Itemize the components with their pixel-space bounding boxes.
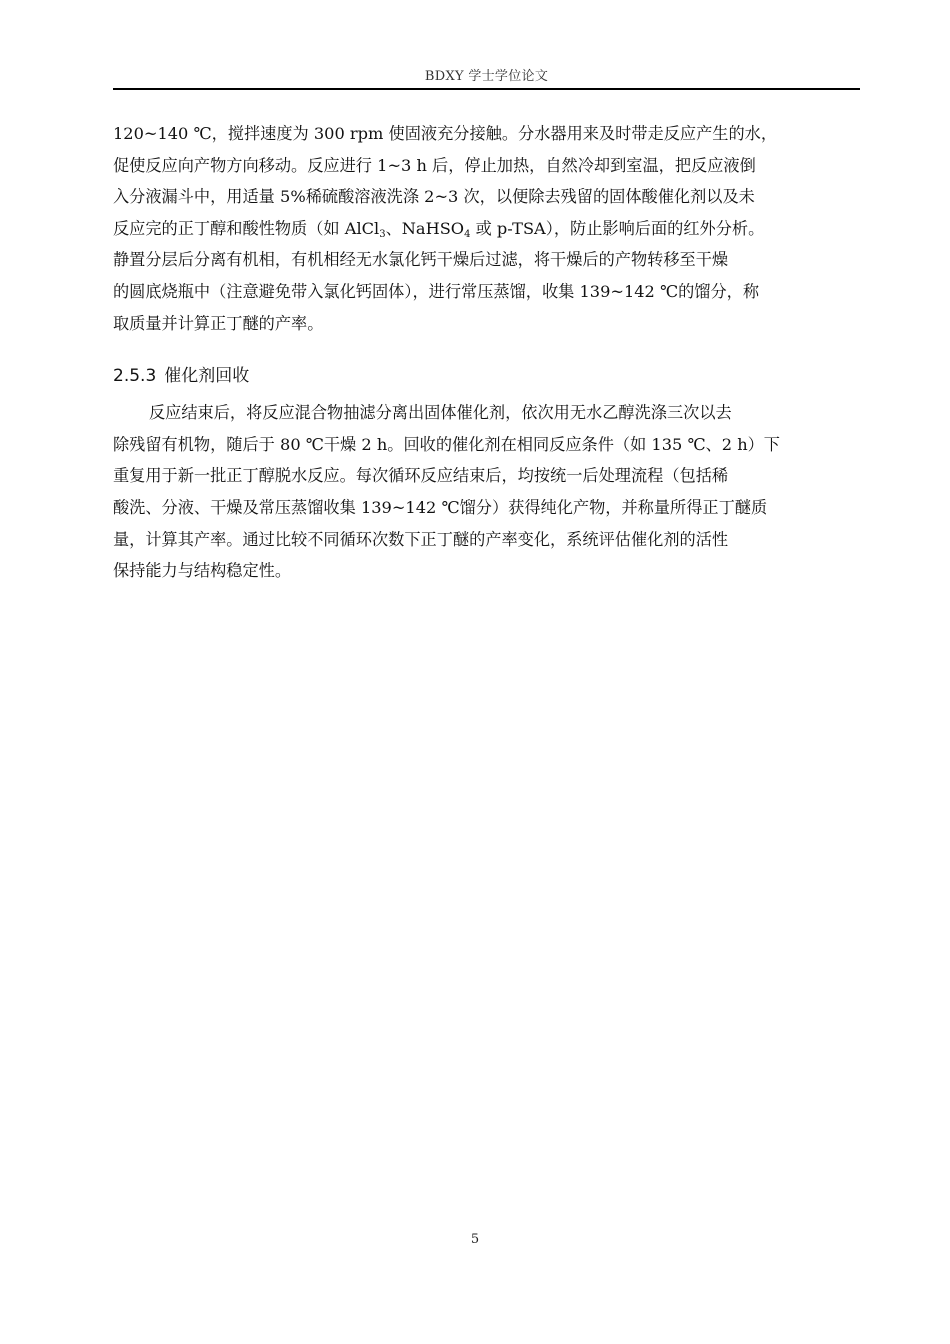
text-fragment: 、NaHSO <box>385 218 465 238</box>
paragraph-reaction-procedure <box>113 118 860 339</box>
text-line: 促使反应向产物方向移动。反应进行 1~3 h 后，停止加热，自然冷却到室温，把反应液倒 <box>113 155 756 175</box>
text-line: 静置分层后分离有机相，有机相经无水氯化钙干燥后过滤，将干燥后的产物转移至干燥 <box>113 250 729 270</box>
section-number: 2.5.3 <box>113 366 157 387</box>
text-fragment: 或 p-TSA），防止影响后面的红外分析。 <box>470 218 765 238</box>
page-number: 5 <box>470 1232 480 1247</box>
text-line: 酸洗、分液、干燥及常压蒸馏收集 139~142 ℃馏分）获得纯化产物，并称量所得正丁醚质 <box>113 497 768 517</box>
subscript: 4 <box>464 228 471 240</box>
text-line: 入分液漏斗中，用适量 5%稀硫酸溶液洗涤 2~3 次，以便除去残留的固体酸催化剂以及未 <box>113 187 755 207</box>
text-line: 120~140 ℃，搅拌速度为 300 rpm 使固液充分接触。分水器用来及时带走反应产生的水， <box>113 124 778 143</box>
page-body <box>113 118 860 587</box>
subscript: 3 <box>379 228 386 240</box>
running-header <box>113 66 860 90</box>
section-heading <box>113 362 860 390</box>
text-line: 取质量并计算正丁醚的产率。 <box>113 313 324 333</box>
section-title: 催化剂回收 <box>164 366 250 387</box>
text-line: 反应结束后，将反应混合物抽滤分离出固体催化剂，依次用无水乙醇洗涤三次以去 <box>149 403 732 423</box>
running-header-title: BDXY 学士学位论文 <box>424 69 549 84</box>
text-line: 保持能力与结构稳定性。 <box>113 561 292 581</box>
text-line: 量，计算其产率。通过比较不同循环次数下正丁醚的产率变化，系统评估催化剂的活性 <box>113 529 729 549</box>
text-line: 重复用于新一批正丁醇脱水反应。每次循环反应结束后，均按统一后处理流程（包括稀 <box>113 466 729 486</box>
paragraph-catalyst-recovery <box>113 397 860 587</box>
text-line: 除残留有机物，随后于 80 ℃干燥 2 h。回收的催化剂在相同反应条件（如 135 ℃、2 h）下 <box>113 434 780 454</box>
text-line: 的圆底烧瓶中（注意避免带入氯化钙固体），进行常压蒸馏，收集 139~142 ℃的馏分，称 <box>113 281 760 301</box>
text-fragment: 反应完的正丁醇和酸性物质（如 AlCl <box>113 218 380 238</box>
text-line-with-formulas <box>113 213 860 245</box>
